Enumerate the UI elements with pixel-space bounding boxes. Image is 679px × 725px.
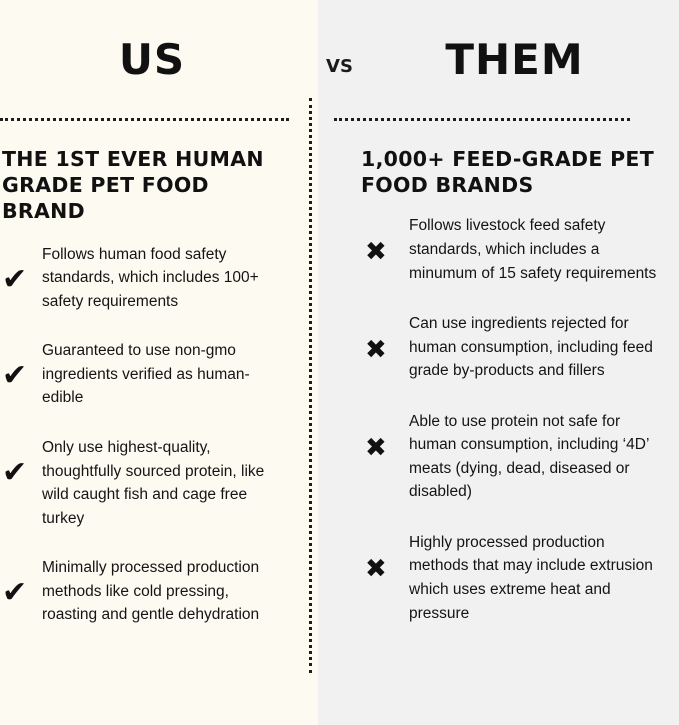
list-item	[2, 436, 304, 530]
list-item	[361, 214, 679, 285]
subheading-them: 1,000+ FEED-GRADE PET FOOD BRANDS	[361, 147, 655, 198]
list-item-text: Only use highest-quality, thoughtfully sourced protein, like wild caught fish and cage free turkey	[42, 438, 265, 527]
list-item-text: Minimally processed production methods like cold pressing, roasting and gentle dehydration	[42, 559, 260, 624]
x-icon: ✖	[365, 335, 387, 366]
benefit-list-us	[0, 243, 304, 627]
list-item-text: Follows livestock feed safety standards, which includes a minumum of 15 safety requirements	[409, 217, 657, 282]
list-item-text: Highly processed production methods that may include extrusion which uses extreme heat and pressure	[409, 533, 653, 622]
x-icon: ✖	[365, 237, 387, 268]
vs-label: VS	[326, 56, 353, 77]
list-item-text: Follows human food safety standards, which includes 100+ safety requirements	[42, 245, 259, 310]
list-item-text: Can use ingredients rejected for human consumption, including feed grade by-products and fillers	[409, 315, 653, 380]
x-icon: ✖	[365, 432, 387, 463]
list-item-text: Guaranteed to use non-gmo ingredients verified as human-edible	[42, 342, 250, 407]
divider-vertical	[309, 98, 312, 673]
check-icon: ✔	[2, 454, 28, 490]
heading-them-row	[332, 0, 679, 118]
drawback-list-them	[332, 214, 679, 625]
list-item	[2, 243, 304, 314]
check-icon: ✔	[2, 261, 28, 297]
column-them	[318, 0, 679, 725]
column-us	[0, 0, 318, 725]
list-item	[361, 312, 679, 383]
check-icon: ✔	[2, 575, 28, 611]
heading-us-row	[0, 0, 304, 118]
list-item	[2, 556, 304, 627]
divider-horizontal-right	[334, 118, 630, 121]
subheading-us: THE 1ST EVER HUMAN GRADE PET FOOD BRAND	[2, 147, 264, 224]
heading-them: THEM	[445, 34, 584, 84]
list-item	[2, 339, 304, 410]
x-icon: ✖	[365, 553, 387, 584]
check-icon: ✔	[2, 358, 28, 394]
divider-horizontal-left	[0, 118, 289, 121]
list-item-text: Able to use protein not safe for human consumption, including ‘4D’ meats (dying, dead, diseased or disabled)	[409, 412, 649, 501]
heading-us: US	[118, 34, 186, 84]
list-item	[361, 531, 679, 625]
list-item	[361, 410, 679, 504]
